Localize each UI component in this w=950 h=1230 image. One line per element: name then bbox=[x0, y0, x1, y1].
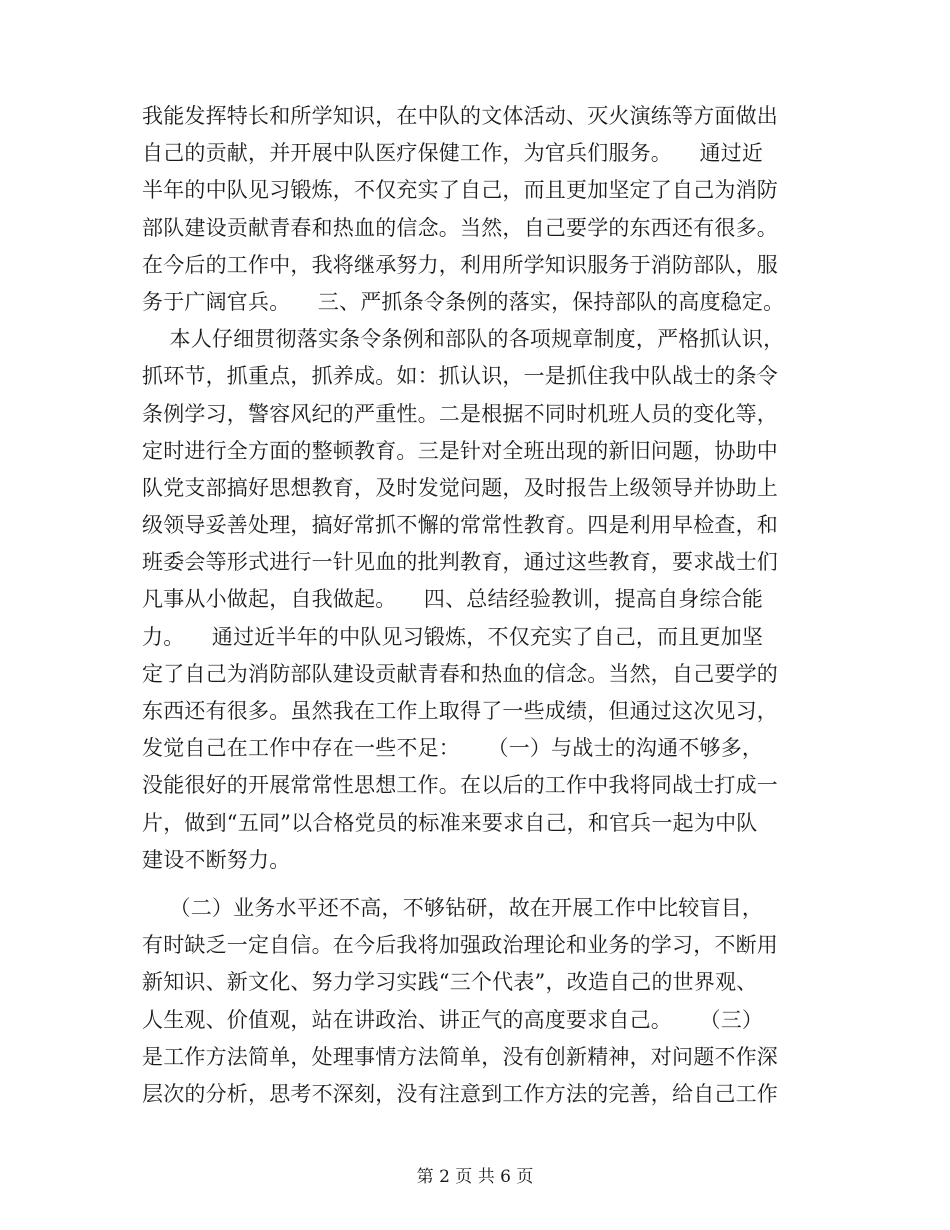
text-line: 级领导妥善处理，搞好常抓不懈的常常性教育。四是利用早检查，和 bbox=[142, 513, 778, 538]
text-line: 建设不断努力。 bbox=[142, 847, 291, 872]
page-footer: 第 2 页 共 6 页 bbox=[416, 1167, 534, 1187]
text-line: 队党支部搞好思想教育，及时发觉问题，及时报告上级领导并协助上 bbox=[142, 475, 778, 500]
text-line: 没能很好的开展常常性思想工作。在以后的工作中我将同战士打成一 bbox=[142, 773, 778, 798]
text-line: 抓环节，抓重点，抓养成。如：抓认识，一是抓住我中队战士的条令 bbox=[142, 364, 778, 389]
text-line: 发觉自己在工作中存在一些不足： （一）与战士的沟通不够多， bbox=[142, 736, 764, 761]
text-line: 有时缺乏一定自信。在今后我将加强政治理论和业务的学习，不断用 bbox=[142, 933, 778, 958]
text-line: 新知识、新文化、努力学习实践“三个代表”，改造自己的世界观、 bbox=[142, 970, 758, 995]
text-line: 半年的中队见习锻炼，不仅充实了自己，而且更加坚定了自己为消防 bbox=[142, 178, 778, 203]
text-line: 东西还有很多。虽然我在工作上取得了一些成绩，但通过这次见习， bbox=[142, 699, 778, 723]
text-line: 在今后的工作中，我将继承努力，利用所学知识服务于消防部队，服 bbox=[142, 252, 778, 277]
text-line: 人生观、价值观，站在讲政治、讲正气的高度要求自己。 （三） bbox=[142, 1007, 764, 1032]
text-line: 条例学习，警容风纪的严重性。二是根据不同时机班人员的变化等， bbox=[142, 401, 778, 426]
text-line: 我能发挥特长和所学知识，在中队的文体活动、灭火演练等方面做出 bbox=[142, 104, 778, 128]
text-line: 务于广阔官兵。 三、严抓条令条例的落实，保持部队的高度稳定。 bbox=[142, 289, 785, 314]
text-line: 是工作方法简单，处理事情方法简单，没有创新精神，对问题不作深 bbox=[142, 1044, 778, 1069]
text-line: 力。 通过近半年的中队见习锻炼，不仅充实了自己，而且更加坚 bbox=[142, 624, 764, 649]
text-line: 片，做到“五同”以合格党员的标准来要求自己，和官兵一起为中队 bbox=[142, 810, 758, 835]
text-line: 层次的分析，思考不深刻，没有注意到工作方法的完善，给自己工作 bbox=[142, 1081, 778, 1106]
text-line: 自己的贡献，并开展中队医疗保健工作，为官兵们服务。 通过近 bbox=[142, 141, 764, 166]
text-line: 部队建设贡献青春和热血的信念。当然，自己要学的东西还有很多。 bbox=[142, 215, 778, 240]
text-line: 定时进行全方面的整顿教育。三是针对全班出现的新旧问题，协助中 bbox=[142, 438, 778, 463]
text-line: 班委会等形式进行一针见血的批判教育，通过这些教育，要求战士们 bbox=[142, 550, 778, 575]
text-line: （二）业务水平还不高，不够钻研，故在开展工作中比较盲目， bbox=[142, 895, 764, 920]
text-line: 定了自己为消防部队建设贡献青春和热血的信念。当然，自己要学的 bbox=[142, 661, 778, 686]
text-line: 本人仔细贯彻落实条令条例和部队的各项规章制度，严格抓认识， bbox=[142, 327, 785, 352]
text-line: 凡事从小做起，自我做起。 四、总结经验教训，提高自身综合能 bbox=[142, 587, 764, 612]
body-text bbox=[142, 98, 822, 1113]
